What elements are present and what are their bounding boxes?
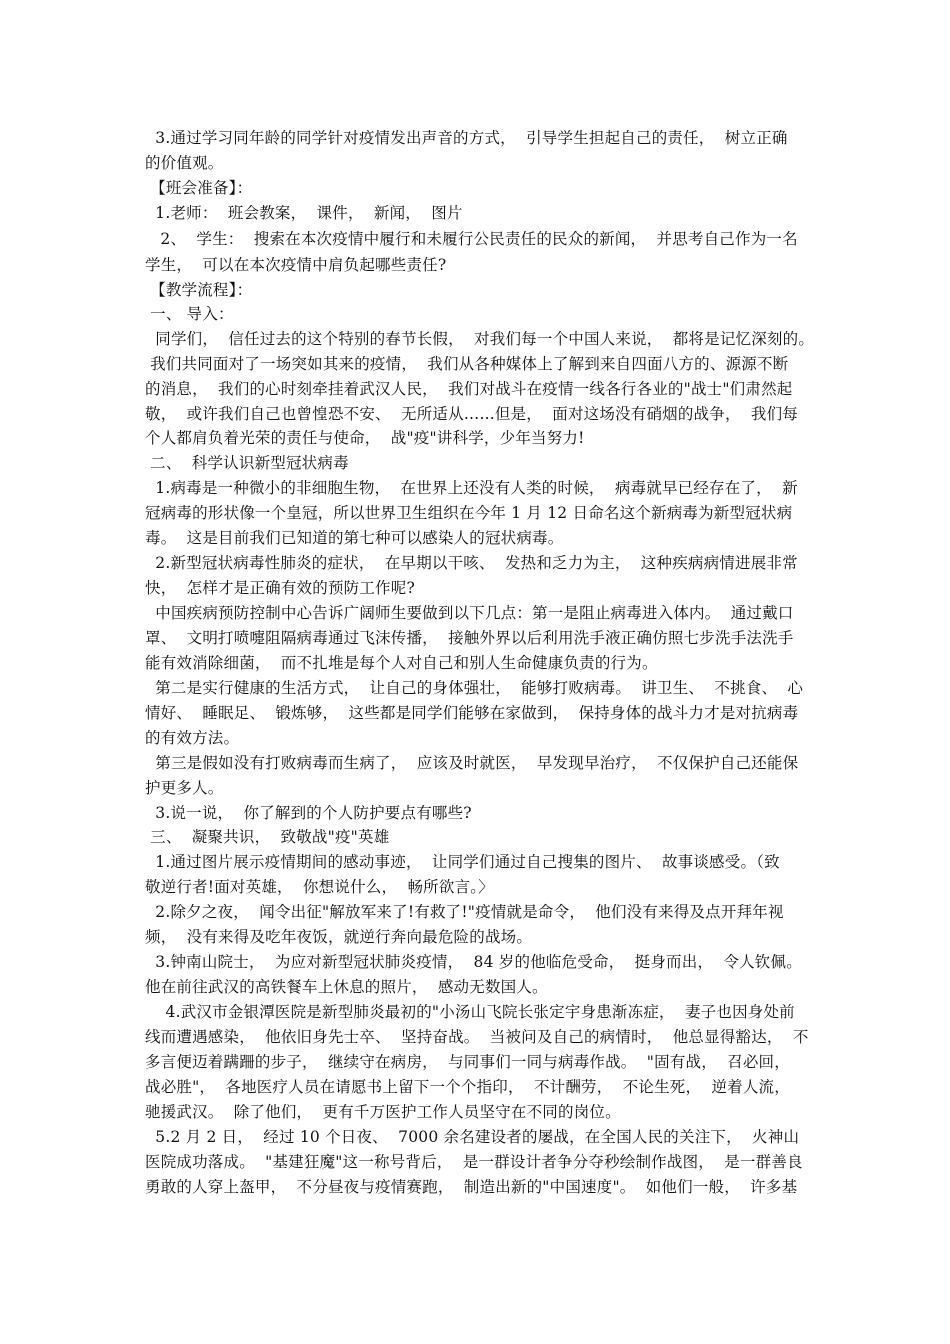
text-line: 学生， 可以在本次疫情中肩负起哪些责任? [145, 256, 447, 274]
section-heading: 【班会准备】： [145, 179, 253, 197]
section-heading: 【教学流程】： [145, 281, 253, 299]
text-line: 第二是实行健康的生活方式， 让自己的身体强壮， 能够打败病毒。 讲卫生、 不挑食、 心 [145, 679, 804, 697]
text-line: 我们共同面对了一场突如其来的疫情， 我们从各种媒体上了解到来自四面八方的、源源不断 [145, 355, 789, 373]
text-line: 线而遭遇感染， 他依旧身先士卒、 坚持奋战。 当被问及自己的病情时， 他总显得豁达， 不 [145, 1028, 809, 1046]
text-line: 同学们， 信任过去的这个特别的春节长假， 对我们每一个中国人来说， 都将是记忆深刻的。 [145, 330, 815, 348]
text-line: 2、 学生： 搜索在本次疫情中履行和未履行公民责任的民众的新闻， 并思考自己作为一名 [145, 230, 798, 248]
text-line: 3.通过学习同年龄的同学针对疫情发出声音的方式， 引导学生担起自己的责任， 树立正确 [145, 129, 788, 147]
text-line: 情好、 睡眠足、 锻炼够， 这些都是同学们能够在家做到， 保持身体的战斗力才是对抗病毒 [145, 704, 799, 722]
text-line: 频， 没有来得及吃年夜饭，就逆行奔向最危险的战场。 [145, 928, 533, 946]
text-line: 战必胜"， 各地医疗人员在请愿书上留下一个个指印， 不计酬劳， 不论生死， 逆着人流， [145, 1078, 790, 1096]
text-line: 1.通过图片展示疫情期间的感动事迹， 让同学们通过自己搜集的图片、 故事谈感受。（致 [145, 853, 780, 871]
text-line: 罩、 文明打喷嚏阻隔病毒通过飞沫传播， 接触外界以后利用洗手液正确仿照七步洗手法洗手 [145, 629, 794, 647]
text-line: 3.钟南山院士， 为应对新型冠状肺炎疫情， 84 岁的他临危受命， 挺身而出， 令人钦佩。 [145, 953, 802, 971]
text-line: 1.老师： 班会教案， 课件， 新闻， 图片 [145, 204, 463, 222]
text-line: 他在前往武汉的高铁餐车上休息的照片， 感动无数国人。 [145, 978, 548, 996]
text-line: 敬逆行者!面对英雄， 你想说什么， 畅所欲言。〉 [145, 878, 494, 896]
text-line: 快， 怎样才是正确有效的预防工作呢? [145, 579, 415, 597]
text-line: 敬， 或许我们自己也曾惶恐不安、 无所适从…...但是， 面对这场没有硝烟的战争， 我们每 [145, 405, 798, 423]
section-heading: 二、 科学认识新型冠状病毒 [145, 454, 349, 472]
text-line: 医院成功落成。 "基建狂魔"这一称号背后， 是一群设计者争分夺秒绘制作战图， 是一群善良 [145, 1153, 803, 1171]
text-line: 2.新型冠状病毒性肺炎的症状， 在早期以干咳、 发热和乏力为主， 这种疾病病情进展非常 [145, 554, 798, 572]
text-line: 的价值观。 [145, 154, 224, 172]
text-line: 的有效方法。 [145, 729, 240, 747]
text-line: 3.说一说， 你了解到的个人防护要点有哪些? [145, 804, 472, 822]
text-line: 驰援武汉。 除了他们， 更有千万医护工作人员坚守在不同的岗位。 [145, 1103, 621, 1121]
text-line: 毒。 这是目前我们已知道的第七种可以感染人的冠状病毒。 [145, 529, 564, 547]
section-heading: 一、 导入： [145, 305, 234, 323]
text-line: 2.除夕之夜， 闻令出征"解放军来了!有救了!"疫情就是命令， 他们没有来得及点开拜年视 [145, 903, 784, 921]
text-line: 的消息， 我们的心时刻牵挂着武汉人民， 我们对战斗在疫情一线各行各业的"战士"们肃然起 [145, 380, 793, 398]
section-heading: 三、 凝聚共识， 致敬战"疫"英雄 [145, 828, 390, 846]
text-line: 勇敢的人穿上盔甲， 不分昼夜与疫情赛跑， 制造出新的"中国速度"。 如他们一般， 许多基 [145, 1178, 798, 1196]
text-line: 能有效消除细菌， 而不扎堆是每个人对自己和别人生命健康负责的行为。 [145, 654, 658, 672]
text-line: 护更多人。 [145, 779, 224, 797]
text-line: 中国疾病预防控制中心告诉广阔师生要做到以下几点：第一是阻止病毒进入体内。 通过戴口 [145, 604, 794, 622]
text-line: 第三是假如没有打败病毒而生病了， 应该及时就医， 早发现早治疗， 不仅保护自己还能保 [145, 754, 799, 772]
text-line: 多言便迈着蹒跚的步子， 继续守在病房， 与同事们一同与病毒作战。 "固有战， 召必回， [145, 1053, 790, 1071]
text-line: 1.病毒是一种微小的非细胞生物， 在世界上还没有人类的时候， 病毒就早已经存在了， 新 [145, 479, 798, 497]
text-line: 冠病毒的形状像一个皇冠，所以世界卫生组织在今年 1 月 12 日命名这个新病毒为新型冠状病 [145, 504, 793, 522]
text-line: 个人都肩负着光荣的责任与使命， 战"疫"讲科学，少年当努力! [145, 429, 585, 447]
text-line: 4.武汉市金银潭医院是新型肺炎最初的"小汤山飞院长张定宇身患渐冻症， 妻子也因身处前 [145, 1003, 795, 1021]
text-line: 5.2 月 2 日， 经过 10 个日夜、 7000 余名建设者的屡战，在全国人民的关注下， 火神山 [145, 1128, 800, 1146]
